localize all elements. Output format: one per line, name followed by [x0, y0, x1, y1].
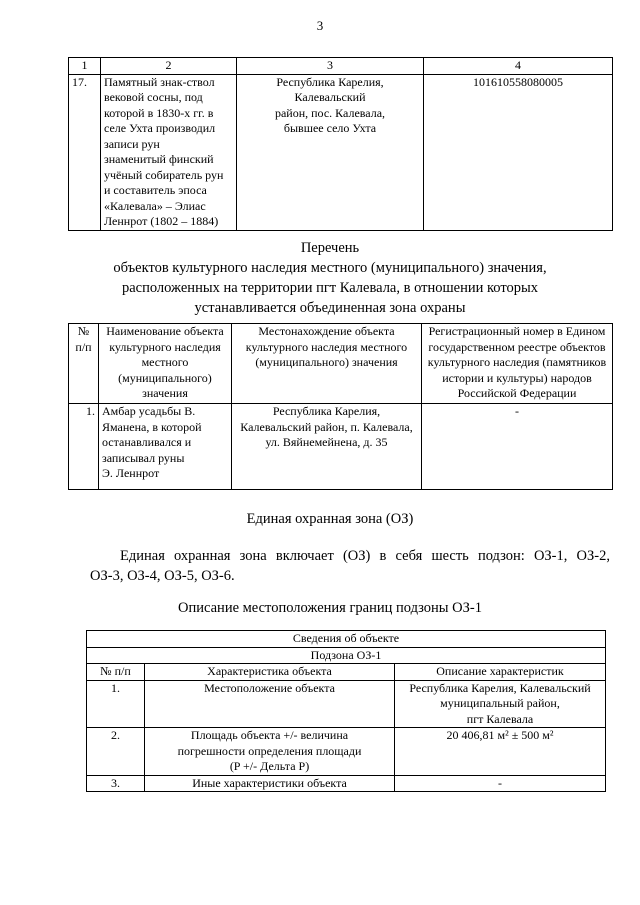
- col-header: Характеристика объекта: [145, 664, 395, 681]
- col-header-location: Местонахождение объекта культурного наследия местного (муниципального) значения: [232, 324, 422, 404]
- row-number: 1.: [87, 680, 145, 728]
- subzone-info-table: [86, 630, 606, 792]
- description: Республика Карелия, Калевальский муниципальный район, пгт Калевала: [395, 680, 606, 728]
- table-row: [69, 74, 613, 230]
- zone-paragraph-line1: Единая охранная зона включает (ОЗ) в себя шесть подзон: ОЗ-1, ОЗ-2,: [120, 548, 610, 564]
- col-header-name: Наименование объекта культурного наследия местного (муниципального) значения: [99, 324, 232, 404]
- page-number: 3: [316, 18, 324, 33]
- col-header: 2: [101, 58, 237, 75]
- object-name: Амбар усадьбы В. Яманена, в которой останавливался и записывал руны Э. Леннрот: [99, 404, 232, 490]
- list-heading: Перечень объектов культурного наследия местного (муниципального) значения, расположенных на территории пгт Калевала, в отношении которых устанавливается объединенная зона охраны: [113, 240, 547, 316]
- row-number: 2.: [87, 728, 145, 776]
- col-header: Описание характеристик: [395, 664, 606, 681]
- table-header-row: [87, 664, 606, 681]
- row-number: 17.: [69, 74, 101, 230]
- table-caption: Сведения об объекте: [87, 631, 606, 648]
- table-row: [87, 680, 606, 728]
- table-row: [87, 728, 606, 776]
- table-caption-row: [87, 631, 606, 648]
- table-header-row: [69, 324, 613, 404]
- col-header: № п/п: [87, 664, 145, 681]
- characteristic: Местоположение объекта: [145, 680, 395, 728]
- row-number: 1.: [69, 404, 99, 490]
- object-location: Республика Карелия, Калевальский район, пос. Калевала, бывшее село Ухта: [237, 74, 424, 230]
- object-name: Памятный знак-ствол вековой сосны, под которой в 1830-х гг. в селе Ухта производил записи рун знаменитый финский учёный собиратель рун и составитель эпоса «Калевала» – Элиас Леннрот (1802 – 1884): [101, 74, 237, 230]
- col-header: 4: [424, 58, 613, 75]
- col-header: 1: [69, 58, 101, 75]
- description: -: [395, 775, 606, 792]
- registration-number: -: [422, 404, 613, 490]
- table-row: [69, 404, 613, 490]
- characteristic: Площадь объекта +/- величина погрешности определения площади (P +/- Дельта P): [145, 728, 395, 776]
- objects-table-continued: [68, 57, 613, 231]
- characteristic: Иные характеристики объекта: [145, 775, 395, 792]
- table-subcaption: Подзона ОЗ-1: [87, 647, 606, 664]
- heritage-objects-table: [68, 323, 613, 490]
- object-location: Республика Карелия, Калевальский район, п. Калевала, ул. Вяйнемейнена, д. 35: [232, 404, 422, 490]
- table-row: [87, 775, 606, 792]
- table-header-row: [69, 58, 613, 75]
- zone-paragraph-line2: ОЗ-3, ОЗ-4, ОЗ-5, ОЗ-6.: [90, 568, 235, 584]
- col-header-number: № п/п: [69, 324, 99, 404]
- col-header-registration: Регистрационный номер в Едином государственном реестре объектов культурного наследия (памятников истории и культуры) народов Российской Федерации: [422, 324, 613, 404]
- description: 20 406,81 м² ± 500 м²: [395, 728, 606, 776]
- row-number: 3.: [87, 775, 145, 792]
- table-subcaption-row: [87, 647, 606, 664]
- col-header: 3: [237, 58, 424, 75]
- registration-number: 101610558080005: [424, 74, 613, 230]
- zone-title: Единая охранная зона (ОЗ): [246, 511, 414, 527]
- subzone-title: Описание местоположения границ подзоны ОЗ-1: [178, 600, 482, 616]
